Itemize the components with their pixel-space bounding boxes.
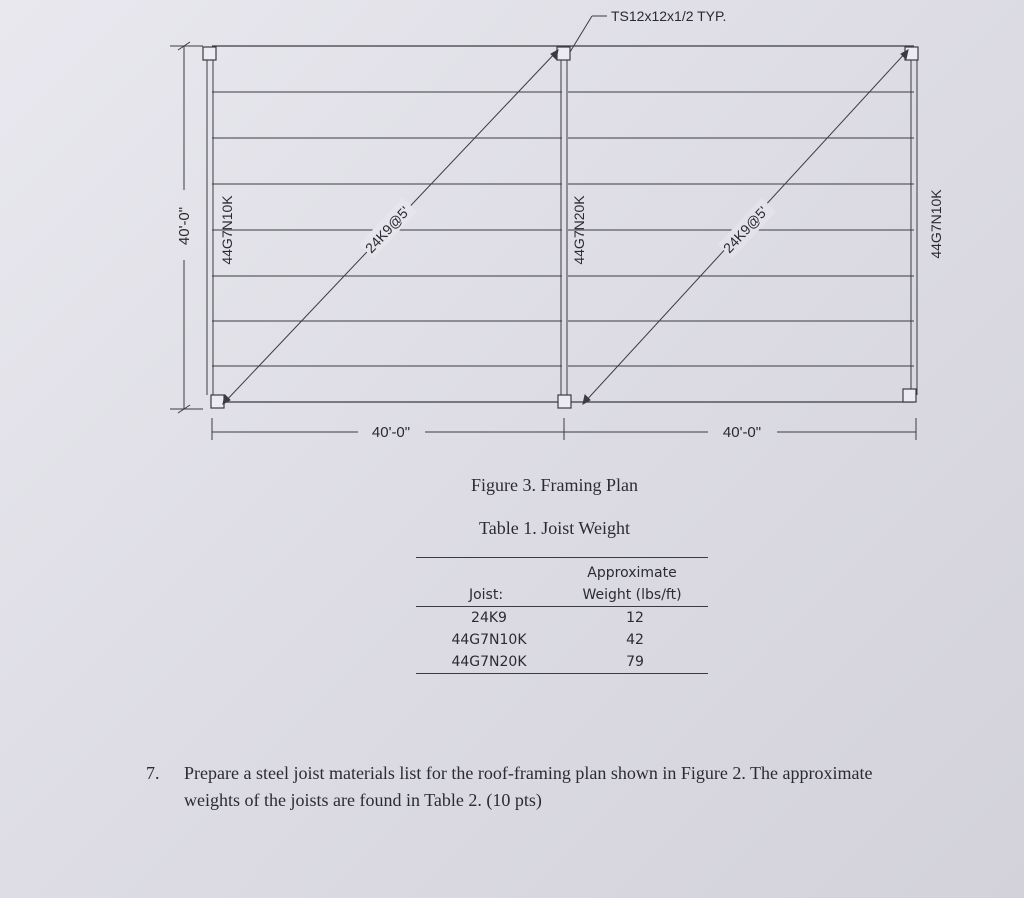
figure-caption: Figure 3. Framing Plan xyxy=(471,475,638,495)
girder-mark-left: 44G7N10K xyxy=(219,195,235,265)
bay-width-label-left: 40'-0" xyxy=(371,424,411,441)
girder-mark-right: 44G7N10K xyxy=(928,189,944,259)
joist-weight-table xyxy=(416,557,708,674)
cell-weight: 79 xyxy=(562,651,708,674)
column-header-weight-line1: Approximate xyxy=(587,565,677,581)
column-square xyxy=(203,47,216,60)
table-row xyxy=(416,651,708,674)
joist-mark-left-group xyxy=(359,198,417,258)
joist-span-diagonals xyxy=(223,50,908,404)
question-text: Prepare a steel joist materials list for the roof-framing plan shown in Figure 2. The approximate weights of the joists are found in Table 2. (10 pts) xyxy=(184,763,873,810)
table-row xyxy=(416,607,708,630)
column-callout-label: TS12x12x1/2 TYP. xyxy=(611,8,727,24)
height-dimension-label: 40'-0" xyxy=(176,206,193,246)
column-header-weight xyxy=(562,562,708,607)
column-square xyxy=(903,389,916,402)
column-square xyxy=(557,47,570,60)
girder-left xyxy=(207,56,213,395)
joist-mark-right: 24K9@5' xyxy=(719,203,771,257)
cell-joist: 44G7N10K xyxy=(451,632,527,648)
table-caption: Table 1. Joist Weight xyxy=(479,518,630,538)
joist-mark-right-group xyxy=(718,198,776,258)
cell-weight: 12 xyxy=(626,610,644,626)
edge-beams xyxy=(212,46,914,402)
horizontal-dimension xyxy=(212,418,916,440)
column-header-weight-line2: Weight (lbs/ft) xyxy=(582,587,682,603)
column-square xyxy=(211,395,224,408)
girder-right xyxy=(911,56,917,395)
cell-weight: 42 xyxy=(626,632,644,648)
column-header-joist: Joist: xyxy=(416,562,562,607)
bay-width-label-right: 40'-0" xyxy=(722,424,762,441)
cell-joist: 24K9 xyxy=(471,610,507,626)
girder-mark-middle: 44G7N20K xyxy=(571,195,587,265)
girder-middle xyxy=(561,56,567,395)
table-row xyxy=(416,629,708,651)
question-number: 7. xyxy=(146,763,160,783)
joist-mark-left: 24K9@5' xyxy=(361,203,413,257)
cell-joist: 44G7N20K xyxy=(416,651,562,674)
column-square xyxy=(558,395,571,408)
